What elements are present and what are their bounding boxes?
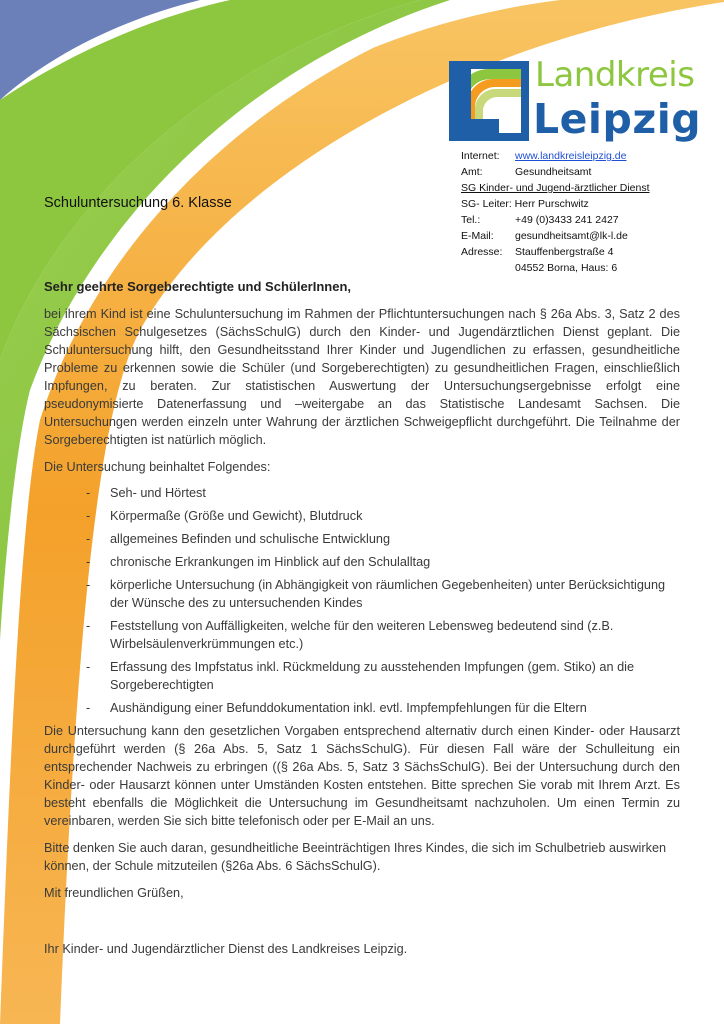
list-item: - Körpermaße (Größe und Gewicht), Blutdruck: [86, 509, 363, 523]
internet-label: Internet:: [461, 150, 500, 162]
website-link[interactable]: www.landkreisleipzig.de: [515, 150, 627, 162]
list-item: - Seh- und Hörtest: [86, 486, 206, 500]
list-item: - Feststellung von Auffälligkeiten, welche für den weiteren Lebensweg bedeutend sind (z.B. Wirbelsäulenverkrümmungen etc.): [86, 619, 614, 651]
contact-block: [461, 148, 711, 276]
department-name: SG Kinder- und Jugend-ärztlicher Dienst: [461, 182, 650, 194]
email-label: E-Mail:: [461, 230, 494, 242]
logo-text-leipzig: Leipzig: [533, 95, 702, 143]
document-title: Schuluntersuchung 6. Klasse: [44, 195, 232, 211]
tel-value: +49 (0)3433 241 2427: [515, 214, 619, 226]
amt-label: Amt:: [461, 166, 483, 178]
list-intro: Die Untersuchung beinhaltet Folgendes:: [44, 460, 271, 474]
letter-body: [44, 278, 680, 902]
list-item: - chronische Erkrankungen im Hinblick auf den Schulalltag: [86, 555, 431, 569]
email-value: gesundheitsamt@lk-l.de: [515, 230, 628, 242]
department-head: SG- Leiter: Herr Purschwitz: [461, 198, 589, 210]
list-item: - körperliche Untersuchung (in Abhängigkeit von räumlichen Gegebenheiten) unter Berücksichtigung der Wünsche des zu untersuchenden Kindes: [86, 578, 666, 610]
list-item: - allgemeines Befinden und schulische Entwicklung: [86, 532, 390, 546]
alternative-paragraph: Die Untersuchung kann den gesetzlichen Vorgaben entsprechend alternativ durch einen Kinder- oder Hausarzt durchgeführt werden (§ 26a Abs. 5, Satz 1 SächsSchulG). Für diesen Fall wäre der Schulleitung ein entsprechender Nachweis zu erbringen ((§ 26a Abs. 5, Satz 3 SächsSchulG). Bei der Untersuchung durch den Kinder- oder Hausarzt können unter Umständen Kosten entstehen. Bitte sprechen Sie vorab mit Ihrem Arzt. Es besteht ebenfalls die Möglichkeit die Untersuchung im Gesundheitsamt nachzuholen. Um einen Termin zu vereinbaren, werden Sie sich bitte telefonisch oder per E-Mail an uns.: [44, 724, 680, 828]
closing: Mit freundlichen Grüßen,: [44, 886, 184, 900]
address-city: 04552 Borna, Haus: 6: [515, 262, 618, 274]
examination-list: [44, 484, 680, 717]
signature: Ihr Kinder- und Jugendärztlicher Dienst des Landkreises Leipzig.: [44, 942, 408, 956]
logo-text-landkreis: Landkreis: [535, 55, 695, 95]
address-street: Stauffenbergstraße 4: [515, 246, 614, 258]
address-label: Adresse:: [461, 246, 503, 258]
logo: [449, 55, 702, 147]
reminder-paragraph: Bitte denken Sie auch daran, gesundheitliche Beeinträchtigen Ihres Kindes, die sich im Schulbetrieb auswirken können, der Schule mitzuteilen (§26a Abs. 6 SächsSchulG).: [44, 841, 667, 873]
intro-paragraph: bei ihrem Kind ist eine Schuluntersuchung im Rahmen der Pflichtuntersuchungen nach § 26a Abs. 3, Satz 2 des Sächsischen Schulgesetzes (SächsSchulG) durch den Kinder- und Jugendärztlichen Dienst geplant. Die Schuluntersuchung hilft, den Gesundheitsstand Ihrer Kinder und Jugendlichen zu erfassen, gesundheitliche Probleme zu erkennen sowie die Schüler (und Sorgeberechtigten) zu gesundheitlichen Fragen, einschließlich Impfungen, zu beraten. Zur statistischen Auswertung der Untersuchungsergebnisse erfolgt eine pseudonymisierte Datenerfassung und –weitergabe an das Statistische Landesamt Sachsen. Die Untersuchungen werden einzeln unter Wahrung der ärztlichen Schweigepflicht durchgeführt. Die Teilnahme der Sorgeberechtigten ist natürlich möglich.: [44, 307, 680, 447]
salutation: Sehr geehrte Sorgeberechtigte und SchülerInnen,: [44, 279, 352, 294]
landkreis-logo-icon: [449, 61, 529, 141]
list-item: - Erfassung des Impfstatus inkl. Rückmeldung zu ausstehenden Impfungen (gem. Stiko) an die Sorgeberechtigten: [86, 660, 634, 692]
list-item: - Aushändigung einer Befunddokumentation inkl. evtl. Impfempfehlungen für die Eltern: [86, 701, 587, 715]
tel-label: Tel.:: [461, 214, 481, 226]
amt-value: Gesundheitsamt: [515, 166, 592, 178]
